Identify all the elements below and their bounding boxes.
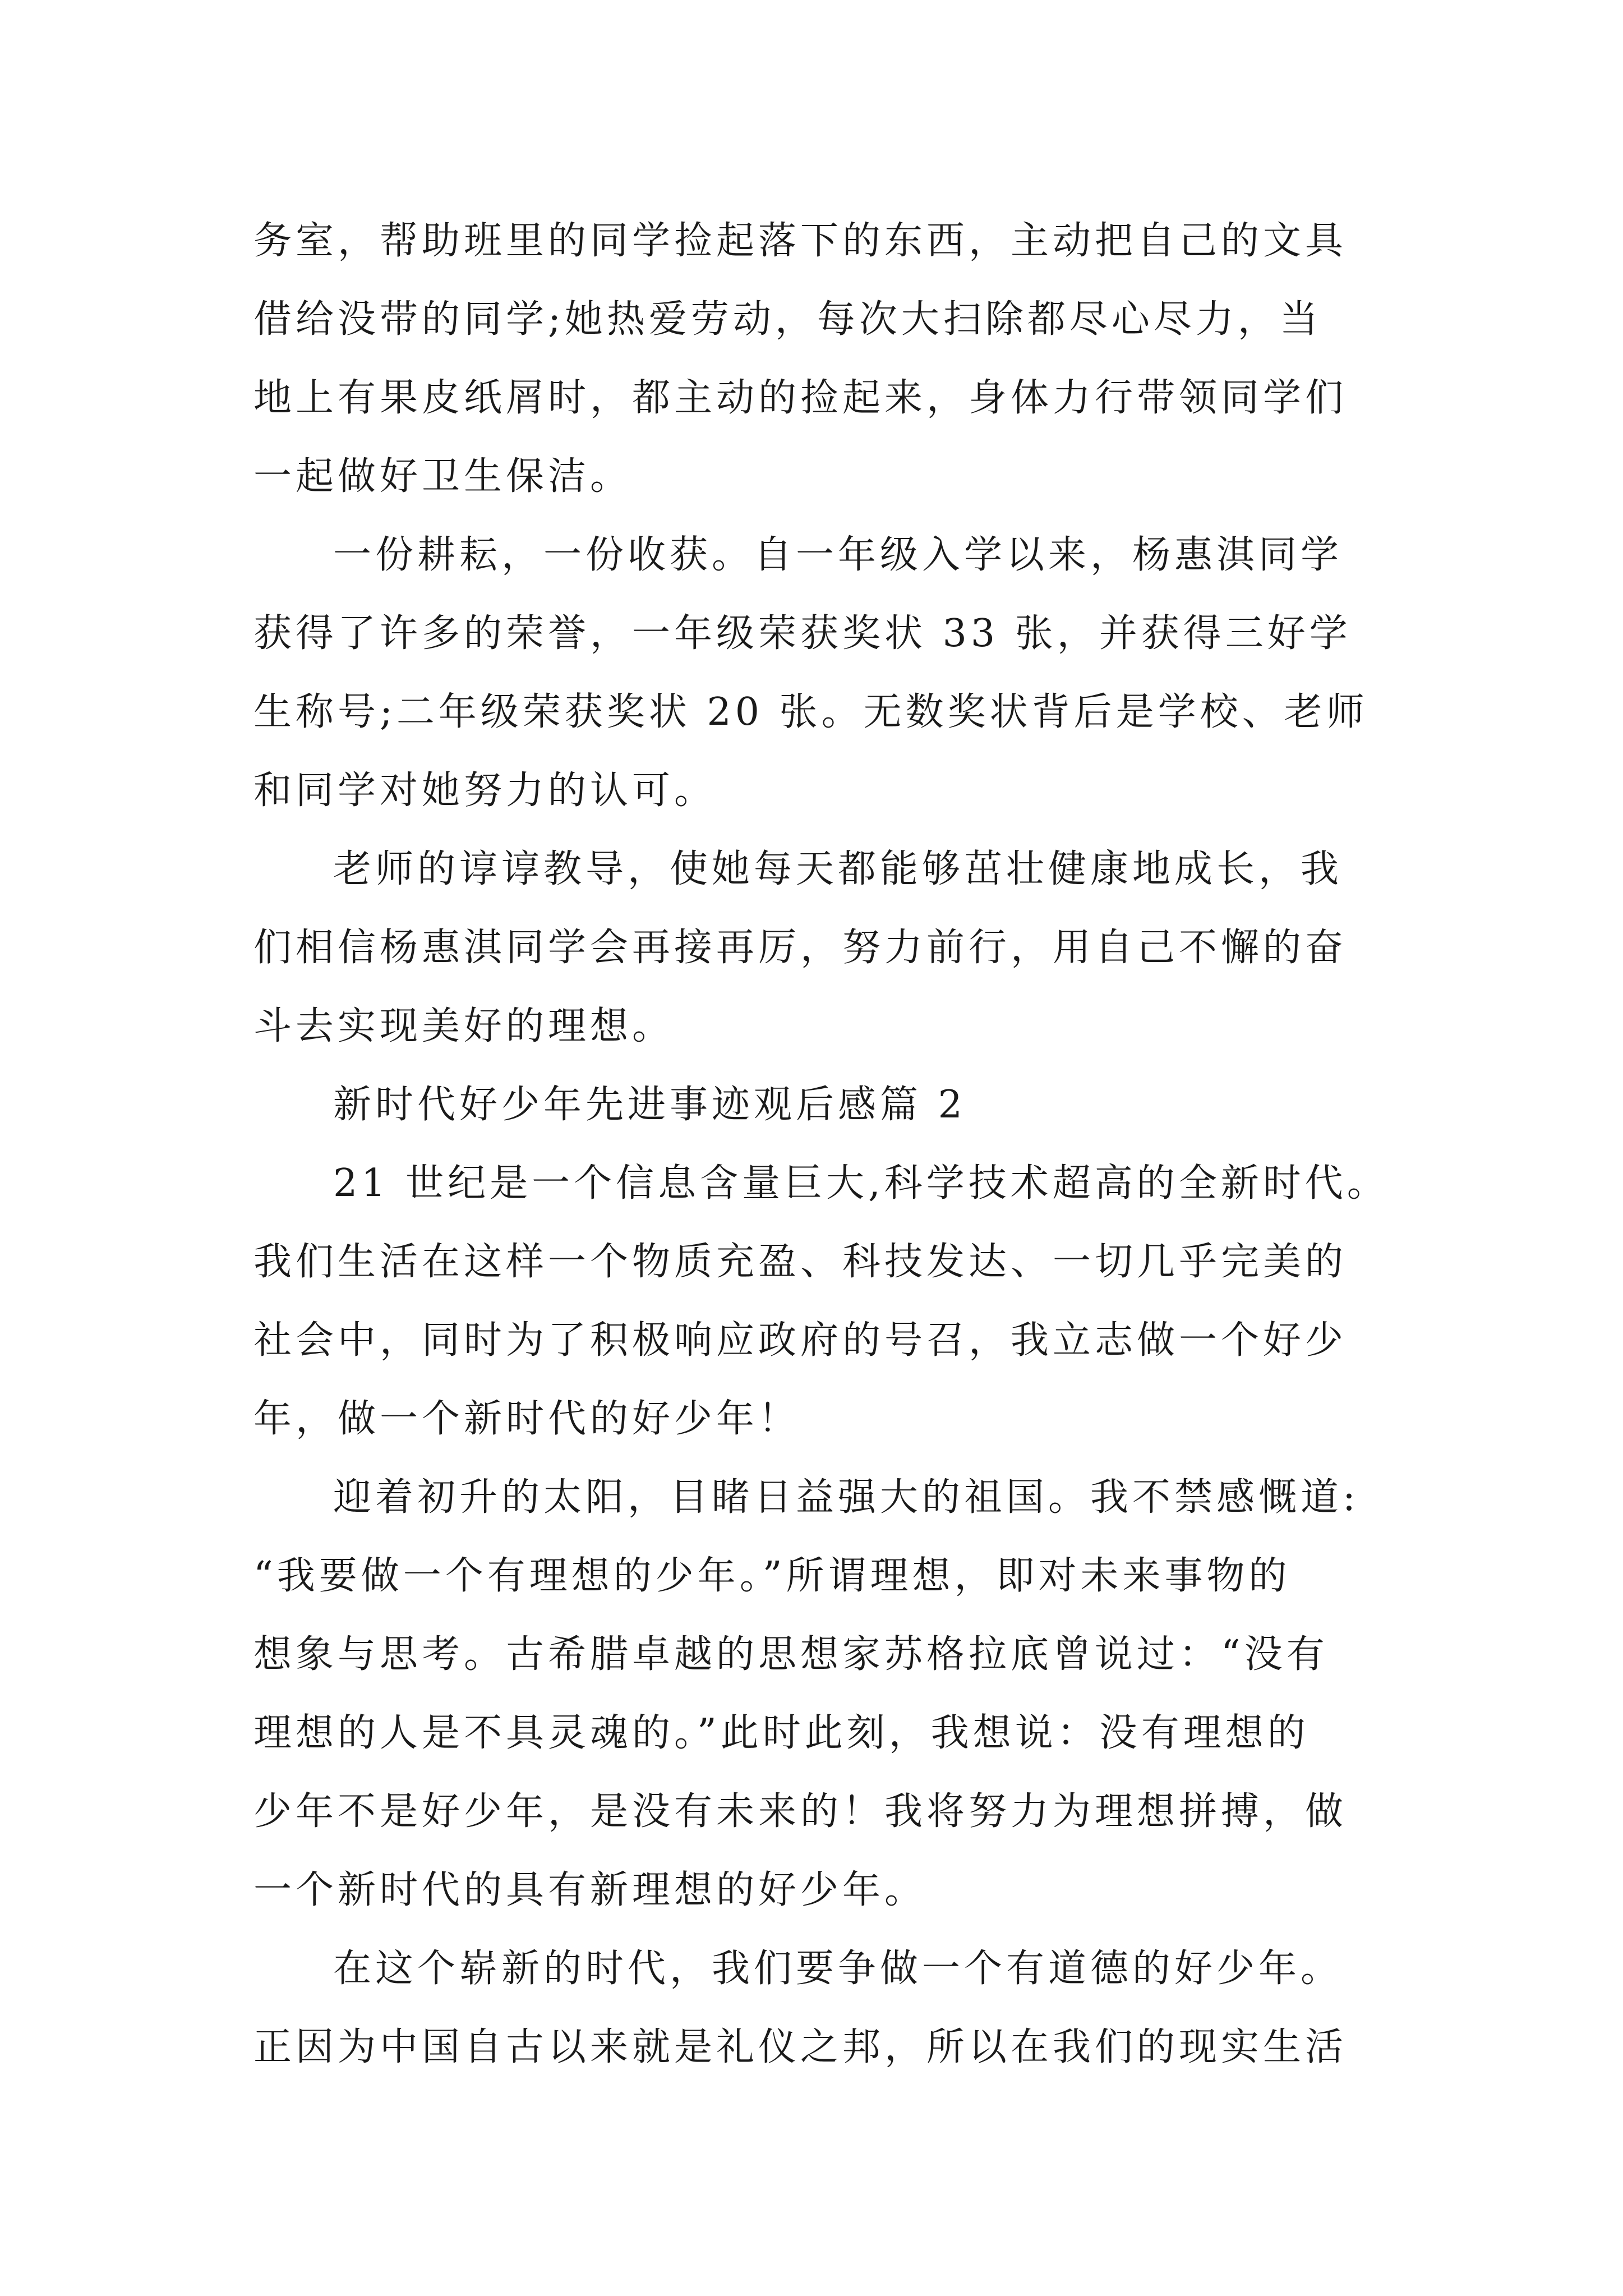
- text-line: 想象与思考。古希腊卓越的思想家苏格拉底曾说过：“没有: [253, 1632, 1329, 1677]
- text-line: 们相信杨惠淇同学会再接再厉，努力前行，用自己不懈的奋: [253, 926, 1348, 970]
- text-line: 迎着初升的太阳，目睹日益强大的祖国。我不禁感慨道:: [333, 1475, 1359, 1520]
- text-line: 年，做一个新时代的好少年！: [253, 1397, 801, 1441]
- text-line: 一个新时代的具有新理想的好少年。: [253, 1868, 927, 1912]
- text-line: 借给没带的同学;她热爱劳动，每次大扫除都尽心尽力，当: [253, 297, 1322, 342]
- text-line: 一起做好卫生保洁。: [253, 454, 633, 499]
- text-line: 理想的人是不具灵魂的。”此时此刻，我想说：没有理想的: [253, 1711, 1310, 1755]
- text-line: 斗去实现美好的理想。: [253, 1004, 675, 1048]
- text-line: 我们生活在这样一个物质充盈、科技发达、一切几乎完美的: [253, 1240, 1348, 1284]
- text-line: 在这个崭新的时代，我们要争做一个有道德的好少年。: [333, 1947, 1343, 1991]
- text-line: “我要做一个有理想的少年。”所谓理想，即对未来事物的: [253, 1554, 1291, 1598]
- text-line: 获得了许多的荣誉，一年级荣获奖状 33 张，并获得三好学: [253, 611, 1352, 656]
- text-line: 生称号;二年级荣获奖状 20 张。无数奖状背后是学校、老师: [253, 690, 1368, 734]
- text-line: 少年不是好少年，是没有未来的！我将努力为理想拼搏，做: [253, 1789, 1348, 1834]
- document-body: [253, 202, 1389, 2087]
- text-line: 社会中，同时为了积极响应政府的号召，我立志做一个好少: [253, 1318, 1348, 1363]
- text-line: 地上有果皮纸屑时，都主动的捡起来，身体力行带领同学们: [253, 376, 1348, 420]
- text-line: 和同学对她努力的认可。: [253, 769, 717, 813]
- text-line: 正因为中国自古以来就是礼仪之邦，所以在我们的现实生活: [253, 2025, 1348, 2069]
- text-line: 老师的谆谆教导，使她每天都能够茁壮健康地成长，我: [333, 847, 1343, 891]
- text-line: 一份耕耘，一份收获。自一年级入学以来，杨惠淇同学: [333, 533, 1343, 577]
- section-heading: 新时代好少年先进事迹观后感篇 2: [333, 1083, 966, 1127]
- text-line: 务室，帮助班里的同学捡起落下的东西，主动把自己的文具: [253, 219, 1348, 263]
- text-line: 21 世纪是一个信息含量巨大,科学技术超高的全新时代。: [333, 1161, 1389, 1205]
